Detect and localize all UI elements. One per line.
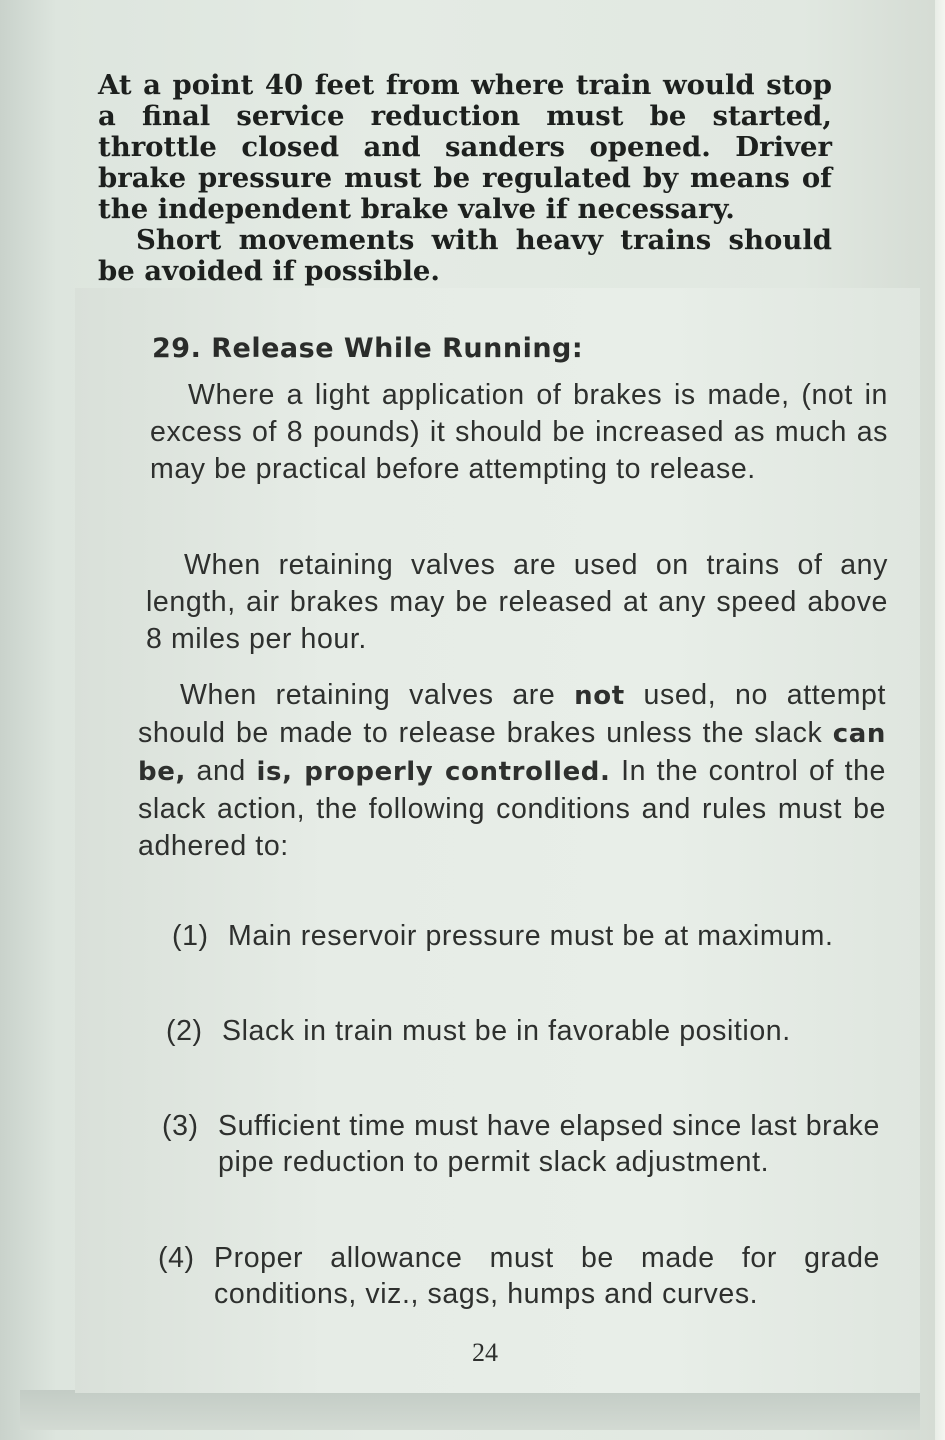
- list-item-text: Sufficient time must have elapsed since last brake pipe reduction to permit slack adjustment.: [218, 1110, 880, 1178]
- section-paragraph-1: Where a light application of brakes is made, (not in excess of 8 pounds) it should be increased as much as may be practical before attempting to release.: [150, 379, 888, 485]
- list-item-text: Main reservoir pressure must be at maximum.: [228, 920, 834, 952]
- p3-bold-3: is, properly controlled.: [256, 757, 611, 787]
- top-paragraph-text-2: Short movements with heavy trains should be avoided if possible.: [98, 224, 832, 287]
- top-paragraph-text: At a point 40 feet from where train would stop a final service reduction must be started, throttle closed and sanders opened. Driver brake pressure must be regulated by means of the independent brake valve if necessary.: [98, 69, 832, 225]
- section-paragraph-3: [138, 677, 886, 865]
- section-title: 29. Release While Running:: [152, 333, 584, 364]
- list-item-number: (4): [158, 1242, 195, 1274]
- panel-shadow: [20, 1390, 920, 1430]
- page-edge: [935, 0, 945, 1440]
- p3-text-3: and: [185, 755, 257, 787]
- p3-text-4: In the control of the slack action, the following conditions and rules must be adhered to:: [138, 755, 887, 862]
- p3-text-2: used, no attempt should be made to release brakes unless the slack: [138, 679, 887, 749]
- top-paragraph: [98, 70, 832, 287]
- section-paragraph-2: When retaining valves are used on trains of any length, air brakes may be released at any speed above 8 miles per hour.: [146, 549, 888, 655]
- p3-bold-2: can be,: [138, 719, 886, 787]
- p3-text-1: When retaining valves are: [180, 679, 575, 711]
- list-item-number: (3): [162, 1110, 199, 1142]
- list-item-text: Proper allowance must be made for grade conditions, viz., sags, humps and curves.: [214, 1242, 880, 1310]
- page-number: 24: [472, 1338, 498, 1367]
- p3-bold-1: not: [574, 681, 625, 711]
- list-item-number: (2): [166, 1015, 203, 1047]
- list-item-text: Slack in train must be in favorable position.: [222, 1015, 791, 1047]
- list-item-number: (1): [172, 920, 209, 952]
